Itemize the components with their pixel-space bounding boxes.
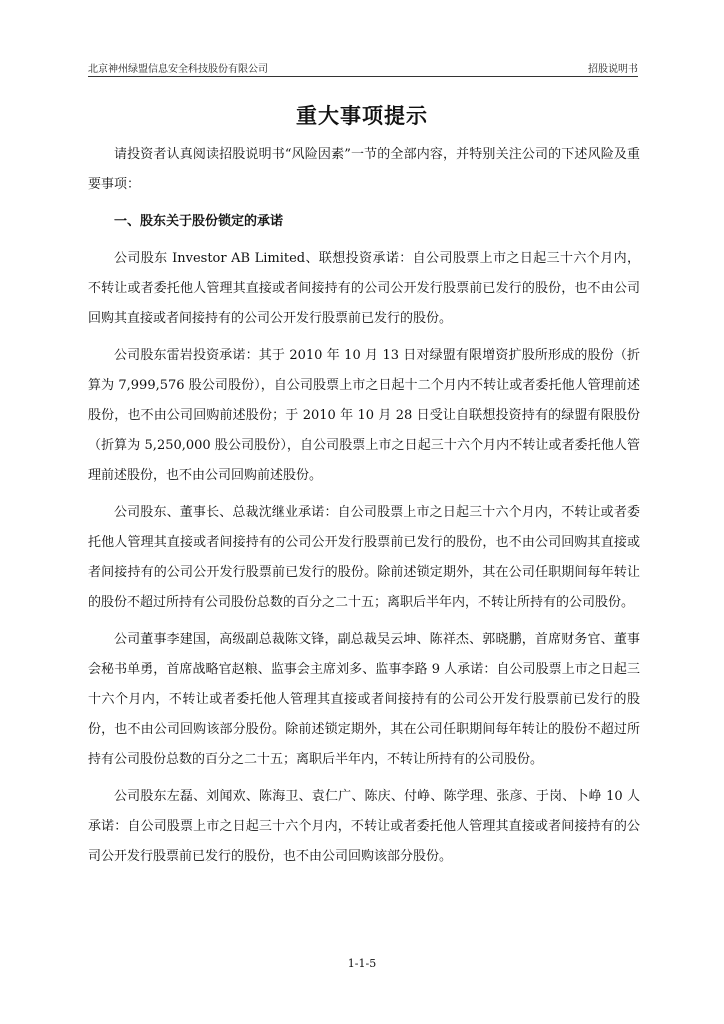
paragraph-1: 公司股东 Investor AB Limited、联想投资承诺：自公司股票上市之日起三十六个月内，不转让或者委托他人管理其直接或者间接持有的公司公开发行股票前已发行的股份，也不由公司回购其直接或者间接持有的公司公开发行股票前已发行的股份。 (88, 251, 640, 326)
paragraph-4: 公司董事李建国，高级副总裁陈文锋，副总裁吴云坤、陈祥杰、郭晓鹏，首席财务官、董事会秘书单勇，首席战略官赵粮、监事会主席刘多、监事李路 9 人承诺：自公司股票上市之日起三十六个月内，不转让或者委托他人管理其直接或者间接持有的公司公开发行股票前已发行的股份，也不由公司回购该部分股份。除前述锁定期外，其在公司任职期间每年转让的股份不超过所持有公司股份总数的百分之二十五；离职后半年内，不转让所持有的公司股份。 (88, 632, 640, 767)
header-doc-type: 招股说明书 (588, 64, 638, 75)
paragraph-2: 公司股东雷岩投资承诺：其于 2010 年 10 月 13 日对绿盟有限增资扩股所形成的股份（折算为 7,999,576 股公司股份），自公司股票上市之日起十二个月内不转让或者委托他人管理前述股份，也不由公司回购前述股份；于 2010 年 10 月 28 日受让自联想投资持有的绿盟有限股份（折算为 5,250,000 股公司股份），自公司股票上市之日起三十六个月内不转让或者委托他人管理前述股份，也不由公司回购前述股份。 (88, 348, 640, 483)
page-number: 1-1-5 (347, 957, 377, 970)
document-body (88, 140, 640, 879)
page-header (88, 56, 638, 77)
paragraph-5: 公司股东左磊、刘闻欢、陈海卫、袁仁广、陈庆、付峥、陈学理、张彦、于岗、卜峥 10 人承诺：自公司股票上市之日起三十六个月内，不转让或者委托他人管理其直接或者间接持有的公司公开发行股票前已发行的股份，也不由公司回购该部分股份。 (88, 789, 640, 864)
section-heading: 一、股东关于股份锁定的承诺 (114, 214, 284, 229)
page-title: 重大事项提示 (296, 103, 428, 128)
paragraph-3: 公司股东、董事长、总裁沈继业承诺：自公司股票上市之日起三十六个月内，不转让或者委托他人管理其直接或者间接持有的公司公开发行股票前已发行的股份，也不由公司回购其直接或者间接持有的公司公开发行股票前已发行的股份。除前述锁定期外，其在公司任职期间每年转让的股份不超过所持有公司股份总数的百分之二十五；离职后半年内，不转让所持有的公司股份。 (88, 505, 640, 610)
header-company: 北京神州绿盟信息安全科技股份有限公司 (88, 64, 268, 75)
intro-paragraph: 请投资者认真阅读招股说明书“风险因素”一节的全部内容，并特别关注公司的下述风险及重要事项： (88, 147, 640, 192)
